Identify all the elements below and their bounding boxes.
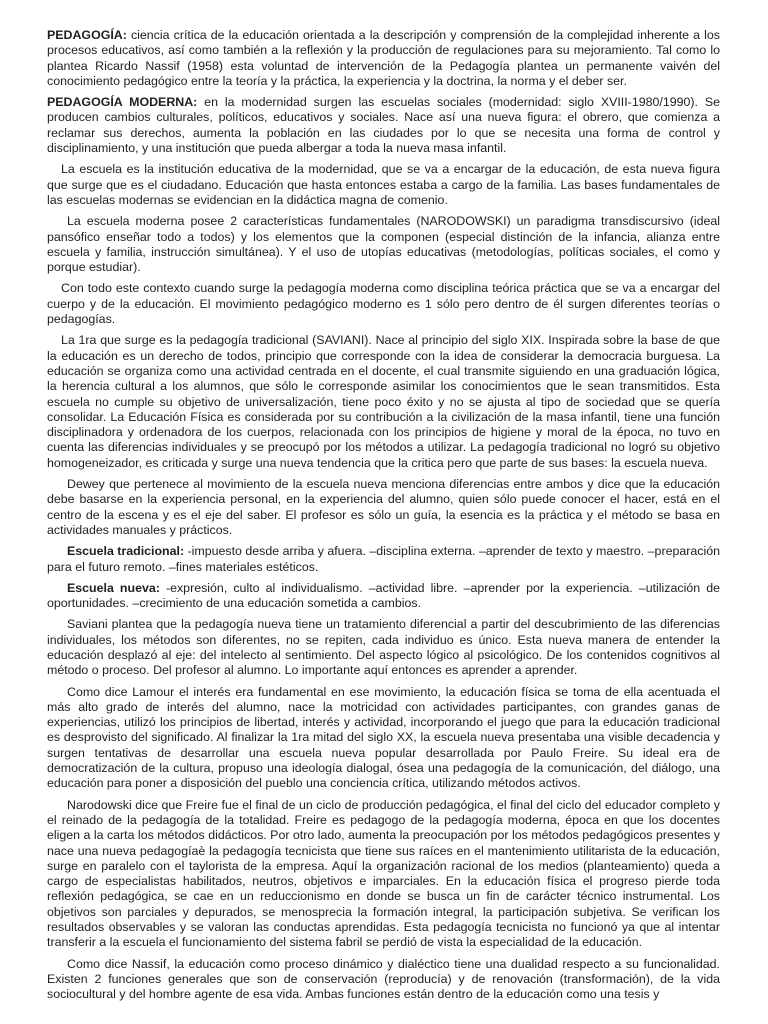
paragraph-text: Narodowski dice que Freire fue el final de un ciclo de producción pedagógica, el final del ciclo del educador completo y el reinado de la pedagogía de la totalidad. Freire es pedagogo de la pedagogía moderna, época en que los docentes eligen a la carta los métodos didácticos. Por otro lado, aumenta la preocupación por los métodos pedagógicos presentes y nace una nueva pedagogíaè la pedagogía tecnicista que tiene sus raíces en el mantenimiento utilitarista de la educación, surge en paralelo con el taylorista de la empresa. Aquí la organización racional de los medios (planteamiento) queda a cargo de especialistas habilitados, neutros, objetivos e imparciales. En la educación física el progreso pierde toda reflexión pedagógica, se cae en un reduccionismo en donde se busca un fin de carácter técnico instrumental. Los objetivos son parciales y depurados, se menosprecia la formación integral, la participación subjetiva. Se verifican los resultados observables y se valoran las conductas aprendidas. Esta pedagogía tecnicista no funcionó ya que al intentar transferir a la escuela el funcionamiento del sistema fabril se perdió de vista la especialidad de la educación. bbox=[47, 797, 720, 950]
paragraph-heading: Escuela tradicional: bbox=[67, 544, 185, 559]
paragraph-heading: PEDAGOGÍA MODERNA: bbox=[47, 95, 198, 110]
paragraph-text: Dewey que pertenece al movimiento de la escuela nueva menciona diferencias entre ambos y dice que la educación debe basarse en la experiencia personal, en la experiencia del alumno, quien sólo puede conocer el hacer, está en el centro de la escena y es el eje del saber. El profesor es sólo un guía, la esencia es la práctica y el método se basa en actividades manuales y prácticos. bbox=[47, 477, 720, 537]
paragraph-escuela-institucion bbox=[47, 162, 720, 208]
paragraph-pedagogia bbox=[47, 28, 720, 89]
paragraph-text: en la modernidad surgen las escuelas sociales (modernidad: siglo XVIII-1980/1990). Se producen cambios culturales, políticos, educativos y sociales. Nace así una nueva figura: el obrero, que comienza a reclamar sus derechos, aumenta la población en las ciudades por lo que se necesita una forma de control y disciplinamiento, y una institución que pueda albergar a toda la nueva masa infantil. bbox=[47, 95, 720, 156]
paragraph-text: -impuesto desde arriba y afuera. –disciplina externa. –aprender de texto y maestro. –preparación para el futuro remoto. –fines materiales estéticos. bbox=[47, 544, 720, 574]
paragraph-pedagogia-moderna bbox=[47, 95, 720, 156]
paragraph-nassif bbox=[47, 957, 720, 1003]
paragraph-dewey bbox=[47, 477, 720, 538]
paragraph-pedagogia-tradicional bbox=[47, 333, 720, 471]
paragraph-text: La escuela es la institución educativa de la modernidad, que se va a encargar de la educación, de esta nueva figura que surge que es el ciudadano. Educación que hasta entonces estaba a cargo de la familia. Las bases fundamentales de las escuelas modernas se evidencian en la didáctica magna de comenio. bbox=[47, 162, 720, 207]
paragraph-text: La 1ra que surge es la pedagogía tradicional (SAVIANI). Nace al principio del siglo XIX. Inspirada sobre la base de que la educación es un derecho de todos, principio que corresponde con la idea de considerar la democracia burguesa. La educación se organiza como una actividad centrada en el docente, el cual transmite siguiendo en una graduación lógica, la herencia cultural a los alumnos, que sólo le corresponde asimilar los conocimientos que le sean transmitidos. Esta escuela no cumple su objetivo de universalización, tiene poco éxito y no se ajusta al tipo de sociedad que se quería consolidar. La Educación Física es considerada por su contribución a la civilización de la masa infantil, tiene una función disciplinadora y ordenadora de los cuerpos, relacionada con los principios de higiene y moral de la época, no tuvo en cuenta las diferencias individuales y se preocupó por los métodos a utilizar. La pedagogía tradicional no logró su objetivo homogeneizador, es criticada y surge una nueva tendencia que la critica pero que parte de sus bases: la escuela nueva. bbox=[47, 333, 720, 470]
paragraph-heading: Escuela nueva: bbox=[67, 580, 160, 595]
paragraph-text: -expresión, culto al individualismo. –actividad libre. –aprender por la experiencia. –utilización de oportunidades. –crecimiento de una educación sometida a cambios. bbox=[47, 580, 720, 611]
paragraph-escuela-moderna bbox=[47, 214, 720, 275]
paragraph-contexto bbox=[47, 281, 720, 327]
paragraph-escuela-tradicional bbox=[47, 544, 720, 575]
paragraph-lamour bbox=[47, 685, 720, 792]
paragraph-heading: PEDAGOGÍA: bbox=[47, 28, 127, 42]
paragraph-text: ciencia crítica de la educación orientada a la descripción y comprensión de la complejidad inherente a los procesos educativos, así como también a la reflexión y la producción de regulaciones para su mejoramiento. Tal como lo plantea Ricardo Nassif (1958) esta voluntad de intervención de la Pedagogía plantea un permanente vaivén del conocimiento pedagógico entre la teoría y la práctica, la experiencia y la doctrina, la norma y el deber ser. bbox=[47, 28, 720, 88]
paragraph-narodowski bbox=[47, 798, 720, 951]
paragraph-text: La escuela moderna posee 2 características fundamentales (NARODOWSKI) un paradigma transdiscursivo (ideal pansófico enseñar todo a todos) y los elementos que la componen (especial distinción de la infancia, alianza entre escuela y familia, instrucción simultánea). Y el uso de utopías educativas (metodologías, políticas sociales, el como y porque estudiar). bbox=[47, 214, 720, 275]
paragraph-text: Como dice Lamour el interés era fundamental en ese movimiento, la educación física se toma de ella acentuada el más alto grado de interés del alumno, nace la motricidad con actividades participantes, con grandes ganas de experiencias, utilizó los principios de libertad, interés y actividad, incorporando el juego que para la educación tradicional es desprovisto del significado. Al finalizar la 1ra mitad del siglo XX, la escuela nueva presentaba una visible decadencia y surgen tentativas de desarrollar una escuela nueva popular desarrollada por Paulo Freire. Su ideal era de democratización de la cultura, propuso una ideología dialogal, ósea una pedagogía de la comunicación, del diálogo, una educación para poner a disposición del pueblo una conciencia crítica, utilizando métodos activos. bbox=[47, 684, 720, 791]
paragraph-text: Con todo este contexto cuando surge la pedagogía moderna como disciplina teórica práctica que se va a encargar del cuerpo y de la educación. El movimiento pedagógico moderno es 1 sólo pero dentro de él surgen diferentes teorías o pedagogías. bbox=[47, 281, 720, 327]
paragraph-text: Como dice Nassif, la educación como proceso dinámico y dialéctico tiene una dualidad respecto a su funcionalidad. Existen 2 funciones generales que son de conservación (reproducía) y de renovación (transformación), de la vida sociocultural y del hombre agente de esa vida. Ambas funciones están dentro de la educación como una tesis y bbox=[47, 956, 720, 1002]
paragraph-saviani bbox=[47, 617, 720, 678]
paragraph-escuela-nueva bbox=[47, 581, 720, 612]
paragraph-text: Saviani plantea que la pedagogía nueva tiene un tratamiento diferencial a partir del descubrimiento de las diferencias individuales, los métodos son diferentes, no se repiten, cada individuo es único. Esta nueva manera de entender la educación desplazó al eje: del intelecto al sentimiento. Del aspecto lógico al psicológico. De los contenidos cognitivos al método o proceso. Del profesor al alumno. Lo importante aquí entonces es aprender a aprender. bbox=[47, 617, 720, 678]
